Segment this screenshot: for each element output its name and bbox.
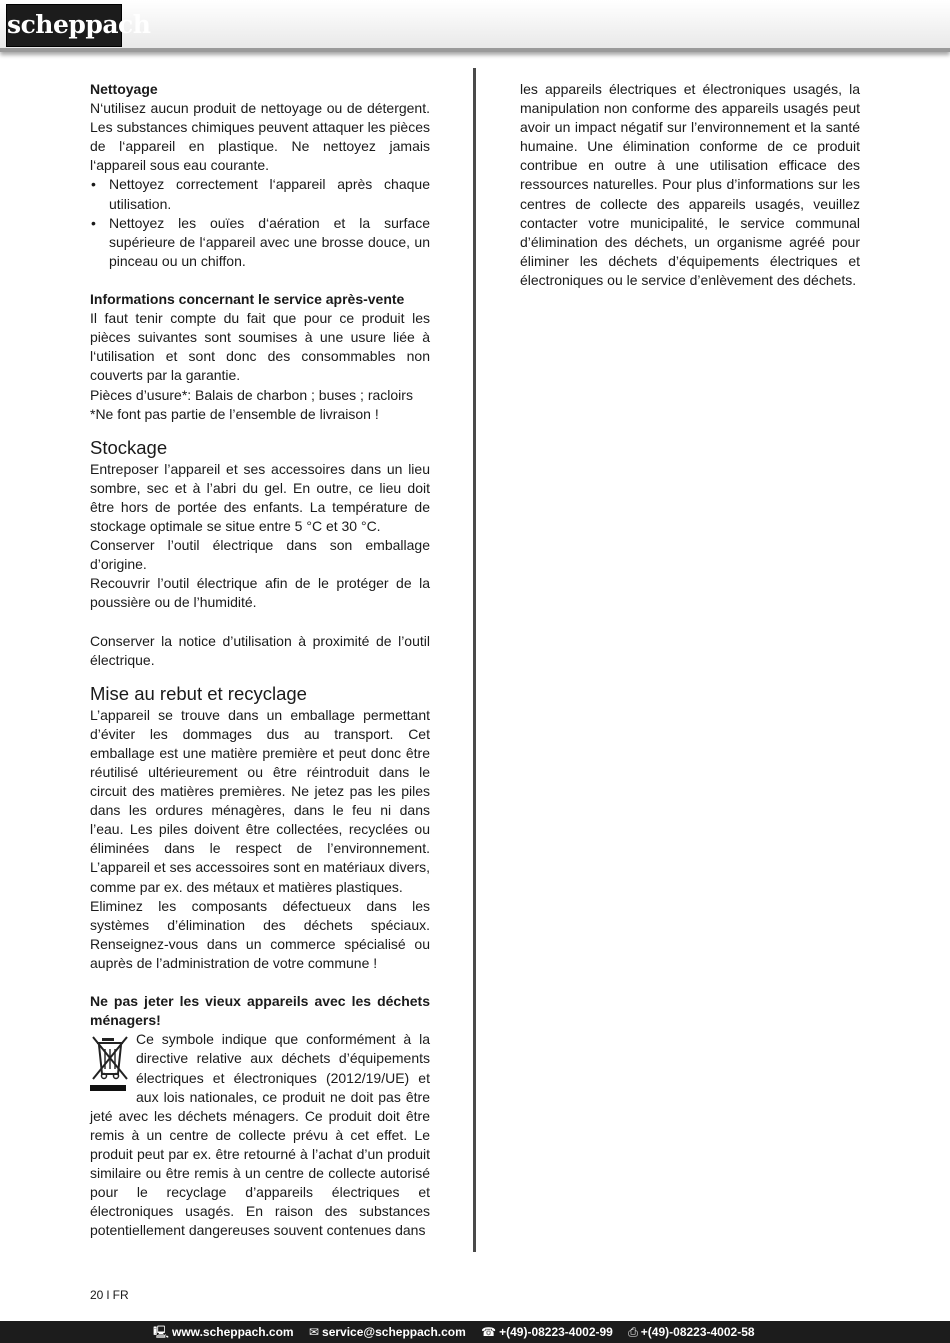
weee-text-continued: les appareils électriques et électroniques usagés, la manipulation non conforme des appareils usagés peut avoir un impact négatif sur l’environnement et la santé humaine. Une élimination conforme de ce produit contribue en outre à une utilisation efficace des ressources naturelles. Pour plus d’informations sur les centres de collecte des appareils usagés, veuillez contacter votre municipalité, le service communal d’élimination des déchets, un organisme agréé pour éliminer les déchets d’équipements électriques et électroniques ou le service d’enlèvement des déchets. (520, 81, 860, 288)
disposal-heading: Mise au rebut et recyclage (90, 682, 307, 704)
storage-heading: Stockage (90, 436, 168, 458)
footer-email[interactable] (309, 1321, 466, 1343)
wear-note: *Ne font pas partie de l’ensemble de livraison ! (90, 405, 379, 422)
disposal-text: Eliminez les composants défectueux dans les systèmes d’élimination des déchets spéciaux. Renseignez-vous dans un commerce spécialisé ou auprès de l’administration de votre commune ! (90, 897, 430, 971)
footer-website[interactable] (153, 1321, 294, 1343)
storage-text: Entreposer l’appareil et ses accessoires dans un lieu sombre, sec et à l’abri du gel. En outre, ce lieu doit être hors de portée des enfants. La température de stockage optimale se situe entre 5 °C et 30 °C. (90, 460, 430, 534)
left-column (90, 80, 430, 1240)
phone-text: +(49)-08223-4002-99 (499, 1325, 613, 1339)
column-divider (473, 68, 476, 1252)
cleaning-text: N‘utilisez aucun produit de nettoyage ou de détergent. Les substances chimiques peuvent attaquer les pièces de l‘appareil en plastique. Ne nettoyez jamais l‘appareil sous eau courante. (90, 100, 430, 174)
phone-icon: ☎ (481, 1325, 497, 1339)
service-heading: Informations concernant le service après-vente (90, 291, 405, 308)
storage-text: Conserver la notice d’utilisation à proximité de l’outil électrique. (90, 632, 430, 668)
bullet-item: • Nettoyez correctement l‘appareil après chaque utilisation. (90, 175, 430, 213)
computer-icon: 🖳 (153, 1325, 170, 1339)
page-footer (0, 1321, 950, 1343)
cleaning-heading: Nettoyage (90, 81, 158, 97)
crossed-bin-icon (90, 1034, 130, 1094)
bullet-item: • Nettoyez les ouïes d‘aération et la surface supérieure de l‘appareil avec une brosse douce, un pinceau ou un chiffon. (90, 214, 430, 271)
weee-text: Ce symbole indique que conformément à la directive relative aux déchets d’équipements électriques et électroniques (2012/19/UE) et aux lois nationales, ce produit ne doit pas être jeté avec les déchets ménagers. Ce produit doit être remis à un centre de collecte prévu à cet effet. Le produit peut par ex. être retourné à l’achat d’un produit similaire ou être remis à un centre de collecte autorisé pour le recyclage d’appareils électriques et électroniques usagés. En raison des substances potentiellement dangereuses souvent contenues dans (90, 1031, 430, 1239)
weee-heading: Ne pas jeter les vieux appareils avec les déchets ménagers! (90, 993, 430, 1029)
right-column (520, 80, 860, 290)
cleaning-bullet-list (90, 175, 430, 270)
website-text: www.scheppach.com (172, 1325, 294, 1339)
email-text: service@scheppach.com (322, 1325, 466, 1339)
mail-icon: ✉ (308, 1325, 320, 1339)
scheppach-logo: scheppach (6, 4, 122, 47)
wear-parts: Pièces d’usure*: Balais de charbon ; buses ; racloirs (90, 386, 413, 403)
service-text: Il faut tenir compte du fait que pour ce produit les pièces suivantes sont soumises à une usure liée à l‘utilisation et sont donc des consommables non couverts par la garantie. (90, 310, 430, 384)
disposal-text: L’appareil se trouve dans un emballage permettant d’éviter les dommages dus au transport. Cet emballage est une matière première et peut donc être réutilisé ultérieurement ou être réintroduit dans le circuit des matières premières. Ne jetez pas les piles dans les ordures ménagères, dans le feu ni dans l’eau. Les piles doivent être collectées, recyclées ou éliminées dans le respect de l’environnement. L’appareil et ses accessoires sont en matériaux divers, comme par ex. des métaux et matières plastiques. (90, 706, 430, 895)
fax-text: +(49)-08223-4002-58 (640, 1325, 755, 1339)
storage-text: Conserver l’outil électrique dans son emballage d’origine. (90, 537, 430, 573)
footer-phone (481, 1321, 613, 1343)
storage-text: Recouvrir l’outil électrique afin de le protéger de la poussière ou de l’humidité. (90, 575, 430, 611)
page-header (0, 0, 950, 52)
fax-icon: ⎙ (628, 1325, 638, 1339)
page-number: 20 l FR (90, 1288, 129, 1302)
footer-fax (628, 1321, 754, 1343)
